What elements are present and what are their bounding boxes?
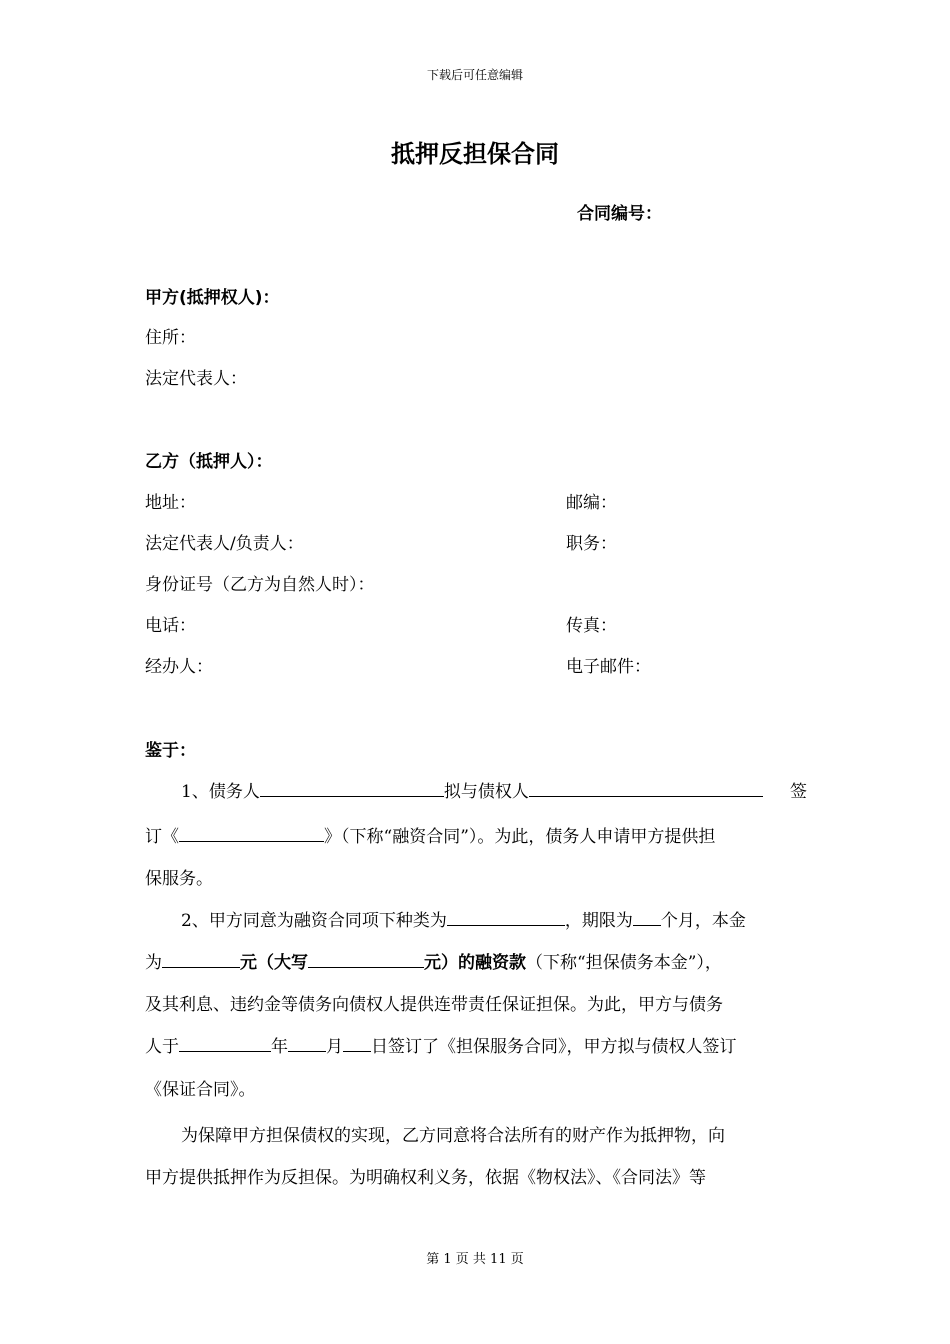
text-fragment: 个月，本金 [660, 911, 746, 931]
party-b-phone: 电话： [145, 616, 196, 636]
text-fragment: 签 [790, 782, 807, 802]
text-fragment: 》（下称“融资合同”）。为此，债务人申请甲方提供担 [324, 827, 716, 847]
party-b-fax: 传真： [566, 616, 617, 636]
blank-year [179, 1036, 271, 1052]
whereas-p1-line1 [145, 777, 807, 802]
whereas-heading: 鉴于： [145, 741, 196, 761]
party-b-email: 电子邮件： [566, 657, 651, 677]
text-fragment: 年 [271, 1037, 288, 1057]
text-fragment: 为保障甲方担保债权的实现，乙方同意将合法所有的财产作为抵押物，向 [181, 1126, 725, 1146]
blank-months [633, 910, 661, 926]
text-fragment: 为 [145, 953, 162, 973]
blank-amount [162, 952, 240, 968]
party-b-legal-rep: 法定代表人/负责人： [145, 534, 304, 554]
text-fragment: 月 [326, 1037, 343, 1057]
whereas-p1-line3: 保服务。 [145, 869, 213, 889]
text-fragment: 日签订了《担保服务合同》，甲方拟与债权人签订 [371, 1037, 737, 1057]
whereas-p2-line2 [145, 948, 807, 973]
text-fragment: 拟与债权人 [443, 782, 529, 802]
blank-creditor [529, 781, 763, 797]
party-a-address: 住所： [145, 328, 196, 348]
party-b-address: 地址： [145, 493, 196, 513]
party-b-id-number: 身份证号（乙方为自然人时）： [145, 575, 375, 595]
whereas-p2-line5: 《保证合同》。 [145, 1080, 256, 1100]
party-b-handler: 经办人： [145, 657, 213, 677]
blank-month [288, 1036, 326, 1052]
party-b-position: 职务： [566, 534, 617, 554]
party-a-legal-rep: 法定代表人： [145, 369, 247, 389]
blank-type [447, 910, 565, 926]
contract-number-label: 合同编号： [577, 204, 662, 224]
whereas-p2-line4 [145, 1032, 807, 1057]
whereas-p2-line1 [145, 906, 807, 931]
text-fragment: 订《 [145, 827, 179, 847]
text-fragment: （下称“担保债务本金”）， [526, 953, 722, 973]
blank-contract-name [179, 826, 324, 842]
whereas-p1-line2 [145, 822, 807, 847]
whereas-p2-line3: 及其利息、违约金等债务向债权人提供连带责任保证担保。为此，甲方与债务 [145, 995, 723, 1015]
whereas-p3-line1 [145, 1121, 807, 1146]
text-fragment: 元）的融资款 [424, 953, 526, 973]
header-note: 下载后可任意编辑 [426, 68, 523, 82]
blank-debtor [260, 781, 444, 797]
text-fragment: 人于 [145, 1037, 179, 1057]
party-a-heading: 甲方(抵押权人)： [145, 288, 280, 308]
text-fragment: 元（大写 [240, 953, 308, 973]
text-fragment: 2、甲方同意为融资合同项下种类为 [181, 911, 447, 931]
text-fragment: ，期限为 [564, 911, 633, 931]
document-title: 抵押反担保合同 [391, 140, 559, 168]
party-b-postcode: 邮编： [566, 493, 617, 513]
page-footer: 第 1 页 共 11 页 [426, 1252, 524, 1267]
blank-day [343, 1036, 371, 1052]
text-fragment: 1、债务人 [181, 782, 260, 802]
blank-amount-words [308, 952, 424, 968]
whereas-p3-line2: 甲方提供抵押作为反担保。为明确权利义务，依据《物权法》、《合同法》等 [145, 1168, 706, 1188]
party-b-heading: 乙方（抵押人）： [145, 452, 273, 472]
